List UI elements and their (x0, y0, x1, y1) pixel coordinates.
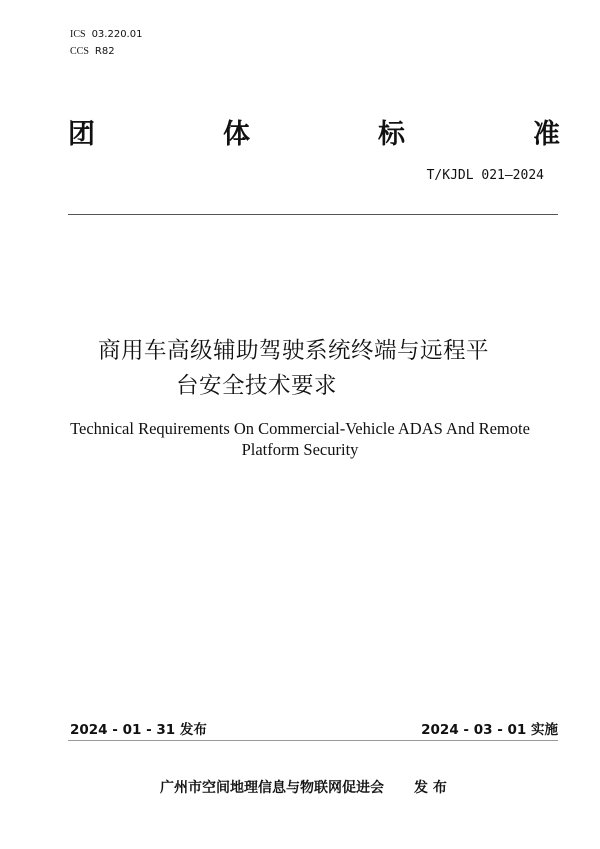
publish-date: 2024 - 01 - 31 发布 (70, 722, 207, 738)
ccs-label: CCS (70, 46, 89, 57)
ics-label: ICS (70, 29, 86, 40)
implement-date: 2024 - 03 - 01 实施 (421, 722, 558, 738)
ics-value: 03.220.01 (91, 29, 143, 40)
title-zh-line2: 台安全技术要求 (176, 373, 338, 399)
title-zh-line1: 商用车高级辅助驾驶系统终端与远程平 (98, 338, 490, 364)
publisher (160, 777, 447, 797)
divider-bottom (68, 740, 558, 741)
title-en-line1: Technical Requirements On Commercial-Vehicle ADAS And Remote (70, 419, 530, 438)
standard-type-char: 准 (533, 119, 560, 150)
title-en (0, 418, 600, 460)
standard-type-char: 体 (223, 119, 250, 150)
standard-type-char: 标 (378, 119, 405, 150)
publisher-name: 广州市空间地理信息与物联网促进会 (160, 780, 384, 796)
publish-verb: 发 布 (414, 780, 447, 796)
standard-type-char: 团 (68, 119, 95, 150)
ccs-value: R82 (94, 46, 115, 57)
divider (68, 214, 558, 215)
title-en-line2: Platform Security (241, 440, 359, 459)
ics-code (70, 29, 142, 40)
ccs-code (70, 46, 115, 57)
standard-code: T/KJDL 021—2024 (426, 168, 544, 183)
standard-type (68, 112, 560, 151)
